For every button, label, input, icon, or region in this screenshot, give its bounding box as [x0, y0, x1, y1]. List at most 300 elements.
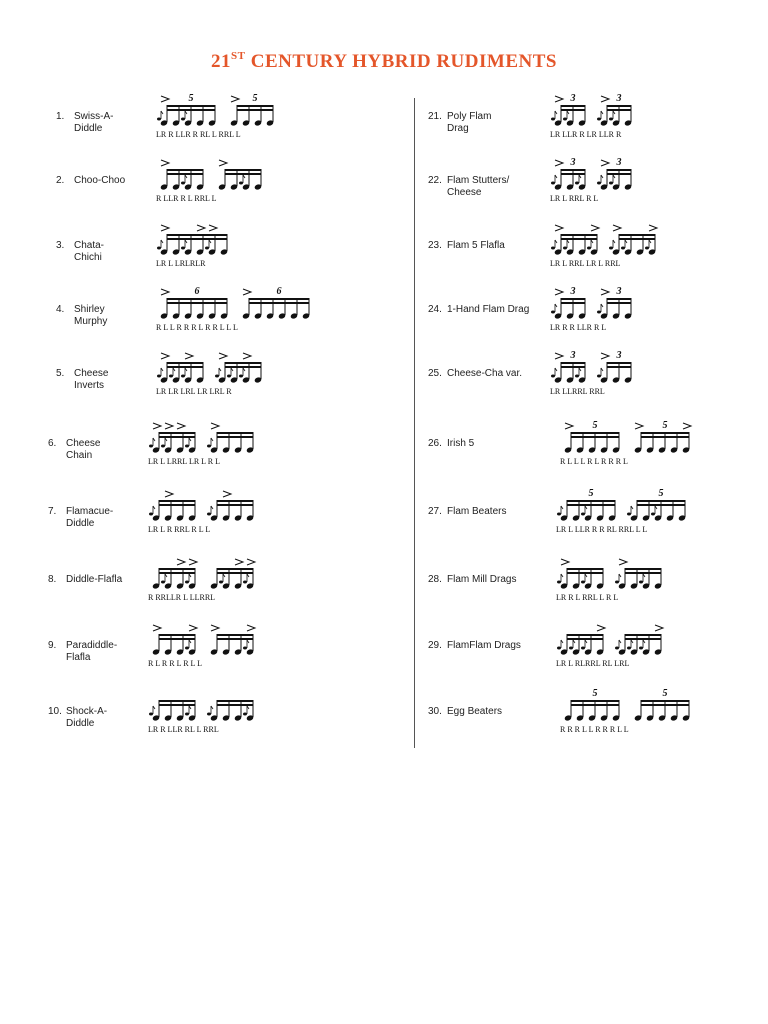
rudiment-row [428, 688, 768, 736]
note-beam [625, 634, 662, 636]
note-beam [225, 173, 262, 175]
note-beam [571, 700, 620, 702]
accent-mark [177, 559, 185, 565]
tuplet-number: 6 [194, 286, 200, 297]
sticking-pattern: R LLR R L RRL L [156, 194, 217, 203]
accent-mark [161, 225, 169, 231]
note-beam [167, 298, 228, 300]
rudiment-name [66, 574, 122, 586]
accent-mark [591, 225, 599, 231]
sticking-pattern: LR R LLR RL L RRL [148, 725, 219, 734]
sticking-pattern: R L R R L R L L [148, 659, 202, 668]
flam-grace-note [185, 647, 189, 650]
flam-grace-note [597, 182, 601, 185]
rudiment-notation [550, 93, 646, 141]
rudiment-name-line: Shock-A- [66, 706, 108, 717]
sticking-pattern: LR L RLRRL RL LRL [556, 659, 630, 668]
rudiment-name [447, 574, 516, 586]
flam-grace-note [239, 182, 243, 185]
rudiment-name [74, 368, 108, 392]
rudiment-name-line: Shirley [74, 304, 105, 315]
rudiment-name [447, 640, 521, 652]
rudiment-number: 28. [428, 574, 442, 585]
flam-grace-note [207, 445, 211, 448]
accent-mark [601, 96, 609, 102]
accent-mark [209, 225, 217, 231]
title-main: 21 [211, 51, 232, 72]
accent-mark [635, 423, 643, 429]
note-beam [619, 234, 656, 236]
rudiment-notation [560, 688, 704, 736]
rudiment-notation [156, 222, 242, 270]
accent-mark [555, 160, 563, 166]
tuplet-number: 5 [252, 93, 258, 104]
note-beam [607, 169, 632, 171]
rudiment-number: 7. [48, 506, 57, 517]
accent-mark [649, 225, 657, 231]
tuplet-number: 3 [570, 93, 576, 104]
flam-grace-note [149, 513, 153, 516]
note-beam [167, 238, 228, 240]
rudiment-name [447, 706, 502, 718]
sticking-pattern: LR L LRLRLR [156, 259, 206, 268]
accent-mark [161, 160, 169, 166]
tuplet-number: 3 [570, 350, 576, 361]
note-beam [159, 436, 196, 438]
rudiment-name [447, 438, 474, 450]
accent-mark [555, 289, 563, 295]
rudiment-row [48, 556, 408, 604]
note-beam [561, 366, 586, 368]
rudiment-name-line: Murphy [74, 316, 108, 327]
rudiment-row [428, 286, 768, 334]
flam-grace-note [207, 513, 211, 516]
rudiment-name-line: Diddle [74, 123, 103, 134]
rudiment-row [56, 350, 416, 398]
flam-grace-note [185, 581, 189, 584]
accent-mark [601, 160, 609, 166]
sticking-pattern: LR LLRRL RRL [550, 387, 605, 396]
rudiment-notation [556, 622, 676, 670]
note-beam [607, 298, 632, 300]
rudiment-notation [148, 420, 268, 468]
rudiment-name-line: Egg Beaters [447, 706, 503, 717]
title-rest: CENTURY HYBRID RUDIMENTS [245, 51, 557, 72]
flam-grace-note [557, 581, 561, 584]
accent-mark [597, 625, 605, 631]
tuplet-number: 5 [662, 688, 668, 699]
sticking-pattern: R RRLLR L LLRRL [148, 593, 216, 602]
flam-grace-note [639, 581, 643, 584]
tuplet-number: 3 [616, 350, 622, 361]
accent-mark [165, 491, 173, 497]
rudiment-notation [550, 350, 646, 398]
flam-grace-note [575, 375, 579, 378]
rudiment-name-line: Flam Stutters/ [447, 175, 510, 186]
accent-mark [165, 423, 173, 429]
sticking-pattern: LR L LRRL LR L R L [148, 457, 220, 466]
accent-mark [189, 625, 197, 631]
rudiment-notation [550, 157, 646, 205]
accent-mark [161, 353, 169, 359]
accent-mark [189, 559, 197, 565]
flam-grace-note [563, 247, 567, 250]
rudiment-number: 26. [428, 438, 442, 449]
accent-mark [601, 289, 609, 295]
accent-mark [161, 289, 169, 295]
rudiment-name-line: Choo-Choo [74, 175, 126, 186]
rudiment-notation [550, 286, 646, 334]
note-beam [217, 572, 254, 574]
flam-grace-note [185, 445, 189, 448]
rudiment-number: 21. [428, 111, 442, 122]
flam-grace-note [161, 581, 165, 584]
rudiment-row [56, 222, 416, 270]
note-beam [561, 234, 598, 236]
sticking-pattern: LR R LLR R RL L RRL L [156, 130, 241, 139]
rudiment-notation [148, 622, 268, 670]
rudiment-row [56, 286, 416, 334]
flam-grace-note [581, 513, 585, 516]
note-beam [625, 638, 662, 640]
rudiment-number: 1. [56, 111, 65, 122]
tuplet-number: 5 [188, 93, 194, 104]
note-beam [159, 572, 196, 574]
flam-grace-note [185, 713, 189, 716]
flam-grace-note [627, 647, 631, 650]
note-beam [167, 234, 228, 236]
accent-mark [247, 559, 255, 565]
note-beam [159, 704, 196, 706]
accent-mark [219, 353, 227, 359]
sticking-pattern: LR L RRL LR L RRL [550, 259, 621, 268]
note-beam [567, 500, 616, 502]
tuplet-number: 5 [592, 688, 598, 699]
flam-grace-note [581, 581, 585, 584]
sticking-pattern: R R R L L R R R L L [560, 725, 629, 734]
rudiment-name-line: Irish 5 [447, 438, 475, 449]
accent-mark [153, 423, 161, 429]
flam-grace-note [639, 647, 643, 650]
note-beam [167, 109, 216, 111]
flam-grace-note [243, 581, 247, 584]
rudiment-name-line: Flam Beaters [447, 506, 507, 517]
accent-mark [655, 625, 663, 631]
flam-grace-note [551, 247, 555, 250]
sticking-pattern: LR LLR R LR LLR R [550, 130, 622, 139]
rudiment-number: 24. [428, 304, 442, 315]
rudiment-name [66, 706, 107, 730]
rudiment-row [428, 420, 768, 468]
flam-grace-note [615, 647, 619, 650]
note-beam [561, 298, 586, 300]
note-beam [607, 109, 632, 111]
accent-mark [161, 96, 169, 102]
rudiment-row [48, 420, 408, 468]
rudiment-notation [156, 286, 324, 334]
tuplet-number: 5 [662, 420, 668, 431]
flam-grace-note [557, 513, 561, 516]
sticking-pattern: LR LR LRL LR LRL R [156, 387, 232, 396]
rudiment-number: 2. [56, 175, 65, 186]
flam-grace-note [181, 247, 185, 250]
note-beam [641, 432, 690, 434]
rudiment-row [48, 488, 408, 536]
rudiment-row [428, 622, 768, 670]
note-beam [607, 105, 632, 107]
rudiment-name-line: Chain [66, 450, 93, 461]
rudiment-name-line: Paradiddle- [66, 640, 118, 651]
sticking-pattern: LR L LLR R R RL RRL L L [556, 525, 648, 534]
rudiment-name-line: Diddle [66, 518, 95, 529]
note-beam [571, 704, 620, 706]
column-divider-bottom [414, 406, 415, 748]
rudiment-notation [556, 556, 676, 604]
sticking-pattern: R L L L R L R R R L [560, 457, 628, 466]
note-beam [567, 638, 604, 640]
rudiment-name [447, 240, 505, 252]
flam-grace-note [569, 647, 573, 650]
accent-mark [555, 353, 563, 359]
note-beam [167, 169, 204, 171]
tuplet-number: 3 [570, 286, 576, 297]
rudiment-name-line: Flam 5 Flafla [447, 240, 505, 251]
note-beam [217, 500, 254, 502]
accent-mark [219, 160, 227, 166]
flam-grace-note [181, 375, 185, 378]
rudiment-notation [148, 488, 268, 536]
flam-grace-note [621, 247, 625, 250]
rudiment-name-line: Cheese [447, 187, 482, 198]
rudiment-name-line: Cheese-Cha var. [447, 368, 523, 379]
accent-mark [565, 423, 573, 429]
flam-grace-note [575, 182, 579, 185]
tuplet-number: 3 [570, 157, 576, 168]
rudiment-name [447, 304, 529, 316]
flam-grace-note [243, 647, 247, 650]
rudiment-row [428, 93, 768, 141]
rudiment-notation [556, 488, 700, 536]
rudiment-number: 5. [56, 368, 65, 379]
note-beam [237, 109, 274, 111]
note-beam [561, 173, 586, 175]
rudiment-name-line: Flafla [66, 652, 91, 663]
rudiment-name [447, 175, 509, 199]
rudiment-name-line: Flamacue- [66, 506, 114, 517]
accent-mark [619, 559, 627, 565]
note-beam [607, 173, 632, 175]
rudiment-notation [156, 157, 276, 205]
rudiment-row [428, 222, 768, 270]
note-beam [159, 500, 196, 502]
accent-mark [561, 559, 569, 565]
tuplet-number: 3 [616, 286, 622, 297]
note-beam [641, 700, 690, 702]
rudiment-name [66, 506, 113, 530]
note-beam [571, 436, 620, 438]
note-beam [159, 700, 196, 702]
page-title [0, 50, 768, 73]
flam-grace-note [161, 445, 165, 448]
rudiment-name-line: Chata- [74, 240, 105, 251]
note-beam [561, 238, 598, 240]
tuplet-number: 3 [616, 93, 622, 104]
note-beam [217, 432, 254, 434]
rudiment-name-line: Flam Mill Drags [447, 574, 517, 585]
flam-grace-note [615, 581, 619, 584]
note-beam [561, 105, 586, 107]
note-beam [249, 302, 310, 304]
rudiment-number: 25. [428, 368, 442, 379]
note-beam [619, 238, 656, 240]
note-beam [625, 572, 662, 574]
accent-mark [235, 559, 243, 565]
note-beam [225, 366, 262, 368]
flam-grace-note [243, 713, 247, 716]
rudiment-name-line: Cheese [74, 368, 109, 379]
rudiment-number: 29. [428, 640, 442, 651]
accent-mark [231, 96, 239, 102]
note-beam [217, 634, 254, 636]
note-beam [159, 568, 196, 570]
flam-grace-note [157, 118, 161, 121]
rudiment-name [74, 240, 104, 264]
note-beam [167, 173, 204, 175]
tuplet-number: 3 [616, 157, 622, 168]
flam-grace-note [181, 118, 185, 121]
rudiment-name [447, 368, 522, 380]
note-beam [159, 638, 196, 640]
rudiment-row [56, 93, 416, 141]
accent-mark [613, 225, 621, 231]
flam-grace-note [181, 182, 185, 185]
note-beam [561, 362, 586, 364]
tuplet-number: 5 [658, 488, 664, 499]
rudiment-name-line: Cheese [66, 438, 101, 449]
rudiment-name-line: 1-Hand Flam Drag [447, 304, 530, 315]
flam-grace-note [609, 182, 613, 185]
rudiment-row [428, 350, 768, 398]
flam-grace-note [169, 375, 173, 378]
note-beam [217, 638, 254, 640]
note-beam [217, 568, 254, 570]
note-beam [637, 500, 686, 502]
rudiment-number: 6. [48, 438, 57, 449]
flam-grace-note [205, 247, 209, 250]
rudiment-number: 23. [428, 240, 442, 251]
flam-grace-note [597, 375, 601, 378]
flam-grace-note [581, 647, 585, 650]
rudiment-name-line: Inverts [74, 380, 105, 391]
note-beam [167, 362, 204, 364]
note-beam [607, 302, 632, 304]
sticking-pattern: LR R L RRL L R L [556, 593, 619, 602]
note-beam [159, 432, 196, 434]
accent-mark [601, 353, 609, 359]
flam-grace-note [563, 118, 567, 121]
sticking-pattern: R L L R R R L R R L L L [156, 323, 238, 332]
note-beam [237, 105, 274, 107]
rudiment-name-line: FlamFlam Drags [447, 640, 521, 651]
rudiment-name [66, 640, 117, 664]
accent-mark [197, 225, 205, 231]
rudiment-notation [550, 222, 670, 270]
flam-grace-note [551, 311, 555, 314]
note-beam [159, 634, 196, 636]
rudiment-number: 3. [56, 240, 65, 251]
note-beam [567, 568, 604, 570]
rudiment-number: 4. [56, 304, 65, 315]
note-beam [561, 169, 586, 171]
flam-grace-note [551, 375, 555, 378]
flam-grace-note [651, 513, 655, 516]
rudiment-row [428, 488, 768, 536]
rudiment-name [74, 111, 113, 135]
note-beam [159, 504, 196, 506]
flam-grace-note [587, 247, 591, 250]
note-beam [561, 109, 586, 111]
rudiment-name-line: Chichi [74, 252, 102, 263]
flam-grace-note [227, 375, 231, 378]
note-beam [567, 572, 604, 574]
rudiment-notation [148, 556, 268, 604]
flam-grace-note [627, 513, 631, 516]
rudiment-number: 27. [428, 506, 442, 517]
rudiment-notation [156, 93, 288, 141]
flam-grace-note [609, 118, 613, 121]
rudiment-row [56, 157, 416, 205]
rudiment-number: 30. [428, 706, 442, 717]
rudiment-name [447, 111, 491, 135]
flam-grace-note [551, 182, 555, 185]
rudiment-row [48, 688, 408, 736]
sticking-pattern: LR L R RRL R L L [148, 525, 211, 534]
rudiment-number: 9. [48, 640, 57, 651]
note-beam [167, 366, 204, 368]
note-beam [217, 504, 254, 506]
accent-mark [555, 96, 563, 102]
rudiment-number: 22. [428, 175, 442, 186]
note-beam [607, 362, 632, 364]
flam-grace-note [219, 581, 223, 584]
rudiment-row [428, 556, 768, 604]
rudiment-name [74, 304, 107, 328]
accent-mark [185, 353, 193, 359]
flam-grace-note [597, 311, 601, 314]
rudiment-name-line: Diddle [66, 718, 95, 729]
rudiment-name-line: Diddle-Flafla [66, 574, 123, 585]
sticking-pattern: LR R R LLR R L [550, 323, 607, 332]
accent-mark [177, 423, 185, 429]
note-beam [607, 366, 632, 368]
note-beam [167, 105, 216, 107]
note-beam [641, 704, 690, 706]
accent-mark [223, 491, 231, 497]
note-beam [217, 704, 254, 706]
note-beam [217, 700, 254, 702]
flam-grace-note [551, 118, 555, 121]
rudiment-name-line: Swiss-A- [74, 111, 114, 122]
flam-grace-note [149, 713, 153, 716]
flam-grace-note [239, 375, 243, 378]
accent-mark [211, 423, 219, 429]
note-beam [567, 634, 604, 636]
accent-mark [247, 625, 255, 631]
rudiment-notation [560, 420, 704, 468]
note-beam [567, 504, 616, 506]
rudiment-row [428, 157, 768, 205]
flam-grace-note [609, 247, 613, 250]
